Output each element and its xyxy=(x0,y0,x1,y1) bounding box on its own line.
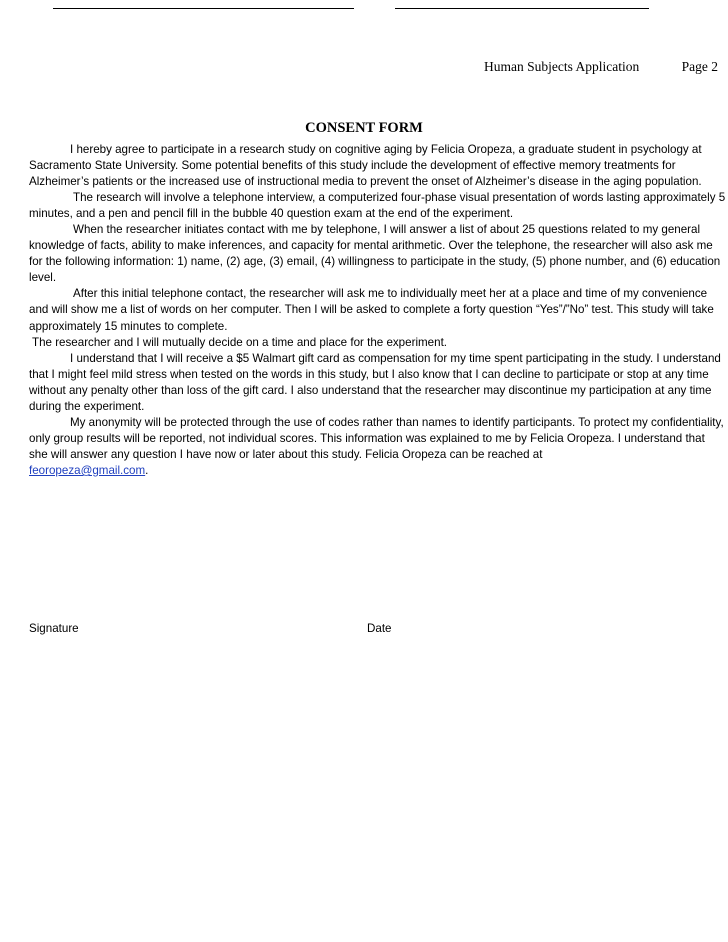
date-label: Date xyxy=(367,622,392,635)
top-rule-right xyxy=(395,8,649,9)
paragraph-purpose: I hereby agree to participate in a research study on cognitive aging by Felicia Oropeza, a graduate student in psychology at Sacramento State University. Some potential benefits of this study include the development of effective memory treatments for Alzheimer’s patients or the increased use of instructional media to prevent the onset of Alzheimer’s disease in the aging population. xyxy=(29,143,702,189)
header-title: Human Subjects Application xyxy=(484,59,640,74)
header-page-number: Page 2 xyxy=(681,59,718,74)
signature-label: Signature xyxy=(29,622,79,635)
document-heading: CONSENT FORM xyxy=(305,120,423,136)
paragraph-telephone: When the researcher initiates contact with me by telephone, I will answer a list of about 25 questions related to my general knowledge of facts, ability to make inferences, and capacity for mental arithmetic. Over the telephone, the researcher will also ask me for the following information: 1) name, (2) age, (3) email, (4) willingness to participate in the study, (5) phone number, and (6) education level. xyxy=(29,223,721,285)
paragraph-scheduling: The researcher and I will mutually decide on a time and place for the experiment. xyxy=(32,335,448,349)
paragraph-meeting: After this initial telephone contact, the researcher will ask me to individually meet her at a place and time of my convenience and will show me a list of words on her computer. Then I will be asked to complete a forty question “Yes”/”No” test. This study will take approximately 15 minutes to complete. xyxy=(29,287,714,333)
email-suffix: . xyxy=(145,463,149,477)
paragraph-procedure: The research will involve a telephone interview, a computerized four-phase visual presentation of words lasting approximately 5 minutes, and a pen and pencil fill in the bubble 40 question exam at the end of the experiment. xyxy=(29,191,726,221)
consent-body xyxy=(29,142,726,479)
anonymity-text: My anonymity will be protected through the use of codes rather than names to identify participants. To protect my confidentiality, only group results will be reported, not individual scores. This information was explained to me by Felicia Oropeza. I understand that she will answer any question I have now or later about this study. Felicia Oropeza can be reached at xyxy=(29,415,724,461)
paragraph-compensation: I understand that I will receive a $5 Walmart gift card as compensation for my time spent participating in the study. I understand that I might feel mild stress when tested on the words in this study, but I also know that I can decline to participate or stop at any time without any penalty other than loss of the gift card. I also understand that the researcher may discontinue my participation at any time during the experiment. xyxy=(29,351,721,413)
top-rule-left xyxy=(53,8,354,9)
paragraph-anonymity xyxy=(29,415,726,479)
contact-email-link[interactable]: feoropeza@gmail.com xyxy=(29,463,146,477)
